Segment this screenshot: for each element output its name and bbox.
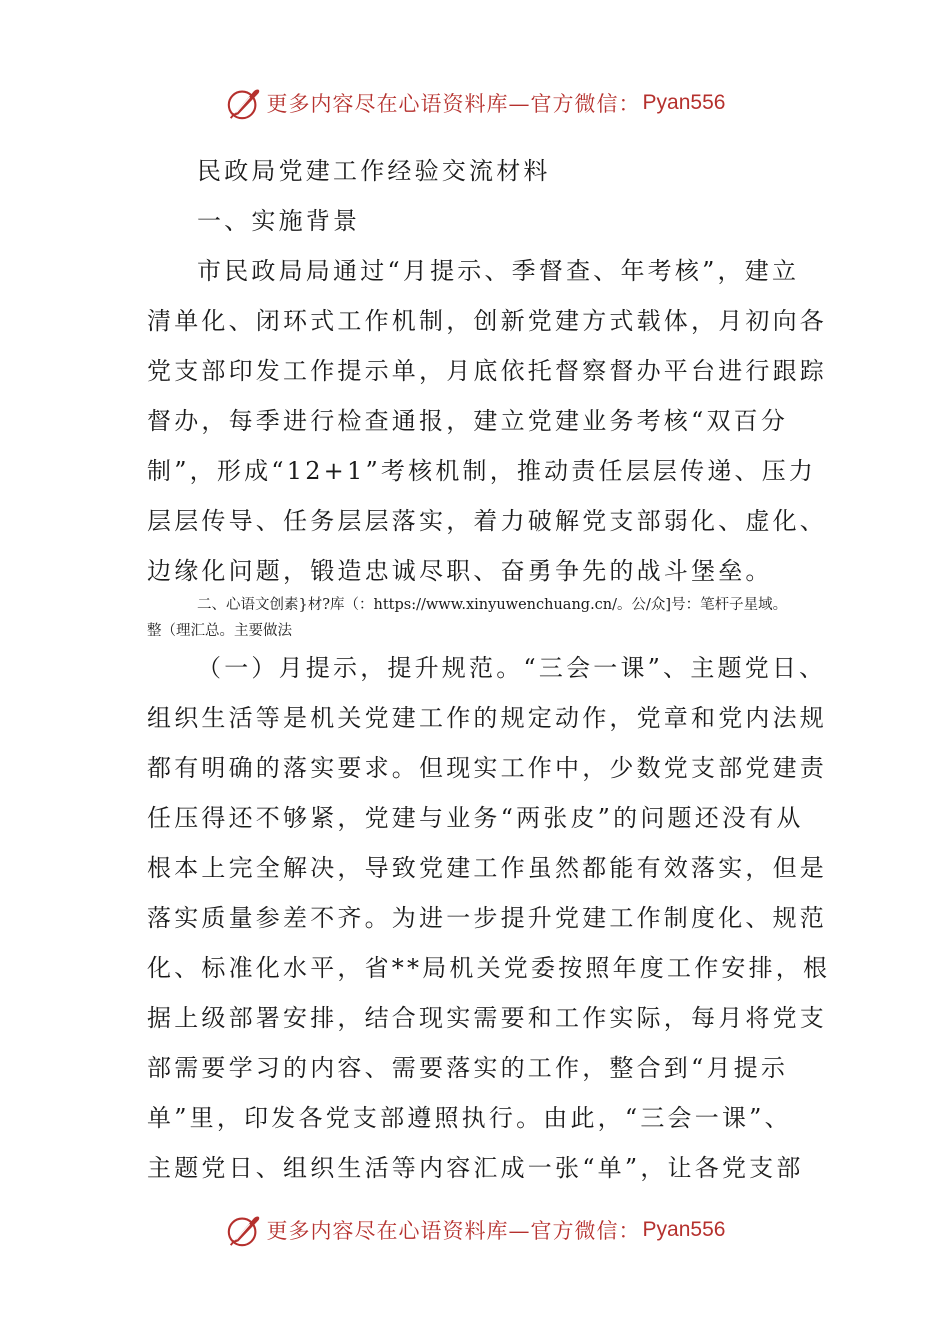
paragraph-line: 主题党日、组织生活等内容汇成一张“单”，让各党支部 [147,1154,804,1182]
quill-pen-logo-icon [225,84,263,122]
paragraph-line: 制”，形成“12+1”考核机制，推动责任层层传递、压力 [147,457,817,485]
banner-text: 更多内容尽在心语资料库—官方微信： [266,1219,641,1243]
paragraph-line: 党支部印发工作提示单，月底依托督察督办平台进行跟踪 [147,357,827,385]
wechat-id: Pyan556 [642,1218,726,1241]
footer-banner [0,1205,950,1255]
paragraph-line: 单”里，印发各党支部遵照执行。由此，“三会一课”、 [147,1104,792,1132]
wechat-id: Pyan556 [642,91,726,114]
paragraph-line: 市民政局局通过“月提示、季督查、年考核”，建立 [197,257,800,285]
doc-title: 民政局党建工作经验交流材料 [197,157,551,185]
paragraph-line: （一）月提示，提升规范。“三会一课”、主题党日、 [197,654,827,682]
paragraph-line: 落实质量参差不齐。为进一步提升党建工作制度化、规范 [147,904,827,932]
paragraph-line: 层层传导、任务层层落实，着力破解党支部弱化、虚化、 [147,507,827,535]
section-heading-1: 一、实施背景 [197,207,361,235]
quill-pen-logo-icon [225,1211,263,1249]
paragraph-line: 据上级部署安排，结合现实需要和工作实际，每月将党支 [147,1004,827,1032]
paragraph-line: 督办，每季进行检查通报，建立党建业务考核“双百分 [147,407,789,435]
banner-text: 更多内容尽在心语资料库—官方微信： [266,92,641,116]
header-banner [0,78,950,128]
paragraph-line: 部需要学习的内容、需要落实的工作，整合到“月提示 [147,1054,789,1082]
paragraph-line: 任压得还不够紧，党建与业务“两张皮”的问题还没有从 [147,804,804,832]
paragraph-line: 化、标准化水平，省**局机关党委按照年度工作安排，根 [147,954,831,982]
section-heading-2-cont: 整（理汇总。主要做法 [147,623,292,639]
paragraph-line: 组织生活等是机关党建工作的规定动作，党章和党内法规 [147,704,827,732]
paragraph-line: 根本上完全解决，导致党建工作虽然都能有效落实，但是 [147,854,827,882]
paragraph-line: 清单化、闭环式工作机制，创新党建方式载体，月初向各 [147,307,827,335]
section-heading-2: 二、心语文创素}材?库（：https://www.xinyuwenchuang.cn/。公/众]号：笔杆子星域。 [197,597,788,613]
paragraph-line: 边缘化问题，锻造忠诚尽职、奋勇争先的战斗堡垒。 [147,557,773,585]
paragraph-line: 都有明确的落实要求。但现实工作中，少数党支部党建责 [147,754,827,782]
